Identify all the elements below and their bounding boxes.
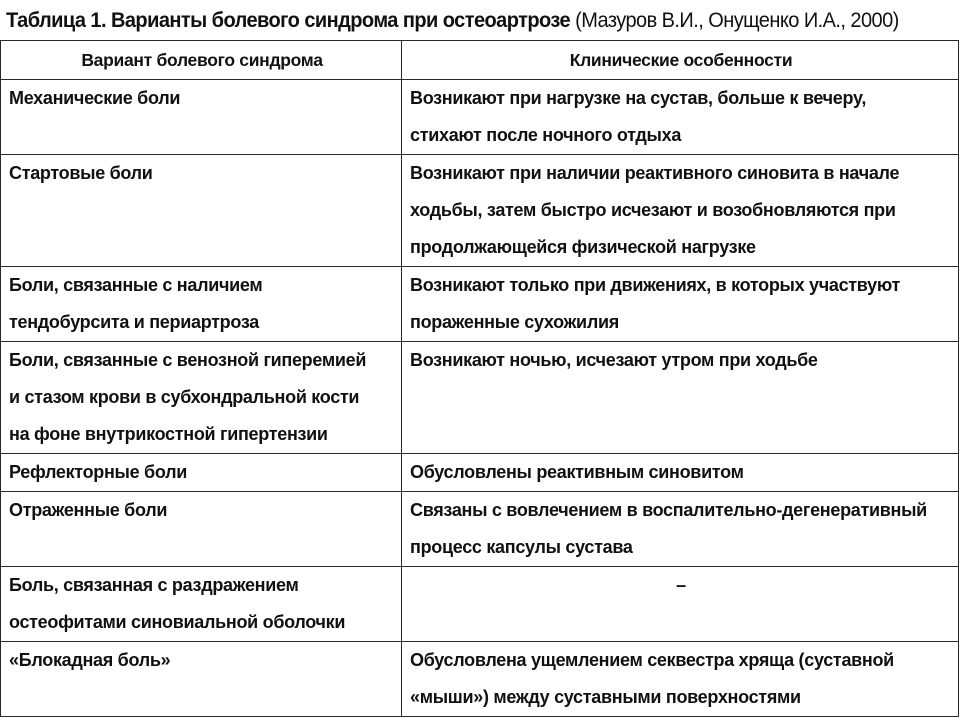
table-header-row [1, 41, 959, 80]
header-features: Клинические особенности [402, 41, 959, 80]
cell-line: Обусловлены реактивным синовитом [410, 462, 744, 482]
cell-line: ходьбы, затем быстро исчезают и возобновляются при [410, 200, 896, 220]
cell-variant [1, 342, 402, 454]
table-row [1, 267, 959, 342]
table-row [1, 492, 959, 567]
cell-features [402, 155, 959, 267]
cell-variant [1, 492, 402, 567]
cell-line: Боли, связанные с наличием [9, 275, 263, 295]
cell-line: Возникают при нагрузке на сустав, больше к вечеру, [410, 88, 867, 108]
cell-line: Механические боли [9, 88, 181, 108]
cell-line: – [676, 575, 686, 595]
cell-line: Боль, связанная с раздражением [9, 575, 299, 595]
cell-line: «Блокадная боль» [9, 650, 171, 670]
cell-features [402, 642, 959, 717]
cell-features [402, 267, 959, 342]
cell-line: Возникают при наличии реактивного синовита в начале [410, 163, 900, 183]
cell-features [402, 492, 959, 567]
cell-features [402, 454, 959, 492]
cell-line: Рефлекторные боли [9, 462, 187, 482]
table-row [1, 642, 959, 717]
header-variant: Вариант болевого синдрома [1, 41, 402, 80]
cell-line: остеофитами синовиальной оболочки [9, 612, 346, 632]
cell-line: продолжающейся физической нагрузке [410, 237, 756, 257]
caption-source: (Мазуров В.И., Онущенко И.А., 2000) [575, 8, 899, 32]
cell-variant [1, 80, 402, 155]
table-row [1, 567, 959, 642]
cell-line: Возникают ночью, исчезают утром при ходьбе [410, 350, 818, 370]
pain-syndrome-table [0, 40, 959, 717]
table-row [1, 80, 959, 155]
cell-features [402, 80, 959, 155]
cell-features [402, 342, 959, 454]
cell-line: Возникают только при движениях, в которых участвуют [410, 275, 900, 295]
cell-variant [1, 567, 402, 642]
cell-line: Обусловлена ущемлением секвестра хряща (суставной [410, 650, 894, 670]
table-body [1, 80, 959, 717]
cell-variant [1, 642, 402, 717]
cell-variant [1, 454, 402, 492]
cell-features [402, 567, 959, 642]
cell-line: на фоне внутрикостной гипертензии [9, 424, 328, 444]
cell-line: стихают после ночного отдыха [410, 125, 682, 145]
table-caption [6, 3, 899, 37]
table-row [1, 155, 959, 267]
cell-line: «мыши») между суставными поверхностями [410, 687, 801, 707]
cell-variant [1, 155, 402, 267]
cell-line: Стартовые боли [9, 163, 153, 183]
cell-line: Отраженные боли [9, 500, 168, 520]
cell-line: Боли, связанные с венозной гиперемией [9, 350, 367, 370]
table-row [1, 342, 959, 454]
cell-line: Связаны с вовлечением в воспалительно-дегенеративный [410, 500, 927, 520]
cell-line: процесс капсулы сустава [410, 537, 633, 557]
table-row [1, 454, 959, 492]
cell-line: пораженные сухожилия [410, 312, 619, 332]
caption-title: Таблица 1. Варианты болевого синдрома при остеоартрозе [6, 8, 571, 32]
cell-variant [1, 267, 402, 342]
cell-line: тендобурсита и периартроза [9, 312, 259, 332]
cell-line: и стазом крови в субхондральной кости [9, 387, 360, 407]
